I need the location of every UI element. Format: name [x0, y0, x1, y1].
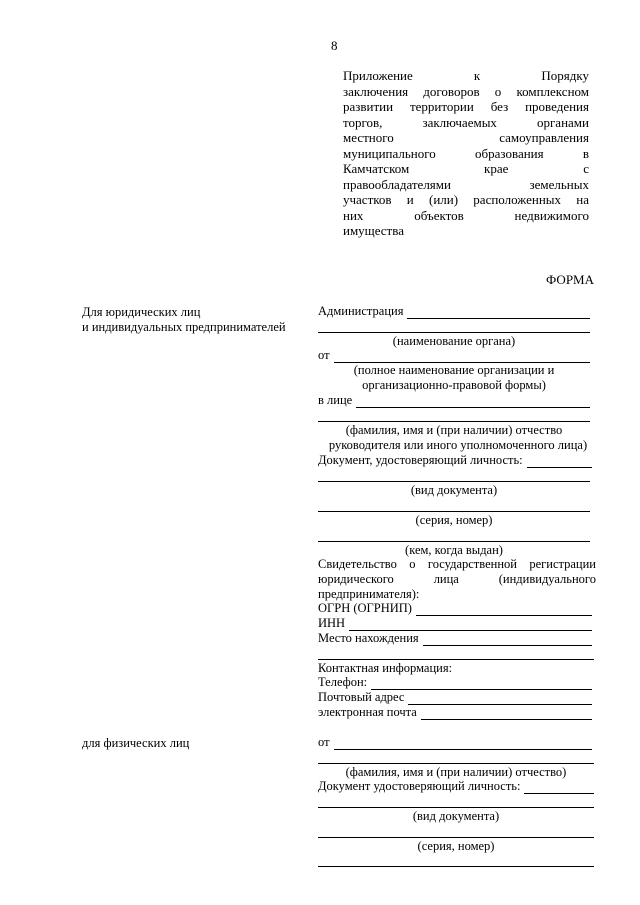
head-caption-1: (фамилия, имя и (при наличии) отчество [345, 423, 563, 437]
name-caption: (фамилия, имя и (при наличии) отчество) [345, 765, 567, 779]
from-label: от [318, 348, 330, 362]
blank-line[interactable] [318, 511, 590, 512]
from-field[interactable] [318, 348, 590, 363]
in-person-field[interactable] [318, 393, 590, 408]
postal-field[interactable] [318, 690, 592, 705]
ogrn-field[interactable] [318, 601, 592, 616]
administration-label: Администрация [318, 304, 404, 318]
email-field[interactable] [318, 705, 592, 720]
blank-line[interactable] [318, 481, 590, 482]
blank-line[interactable] [318, 421, 590, 422]
blank-line[interactable] [318, 837, 594, 838]
appendix-line: правообладателями земельных [343, 176, 589, 192]
series-caption: (серия, номер) [415, 513, 493, 527]
blank-line[interactable] [318, 332, 590, 333]
blank-line[interactable] [318, 763, 594, 764]
email-label: электронная почта [318, 705, 417, 719]
individual-from-field[interactable] [318, 735, 592, 750]
phone-line[interactable] [371, 677, 592, 690]
head-caption-2: руководителя или иного уполномоченного лица) [328, 438, 588, 452]
location-field[interactable] [318, 631, 592, 646]
cert-line-2: юридического лица (индивидуального [318, 572, 596, 586]
individual-from-label: от [318, 735, 330, 749]
appendix-line: имущества [343, 223, 404, 238]
appendix-line: них объектов недвижимого [343, 207, 589, 223]
phone-label: Телефон: [318, 675, 368, 689]
administration-line[interactable] [407, 306, 590, 319]
appendix-line: местного самоуправления [343, 130, 589, 145]
cert-line-3: предпринимателя): [318, 587, 420, 601]
from-line[interactable] [334, 350, 590, 363]
individual-id-doc-label: Документ удостоверяющий личность: [318, 779, 521, 793]
issued-caption: (кем, когда выдан) [405, 543, 503, 557]
ogrn-label: ОГРН (ОГРНИП) [318, 601, 412, 615]
contact-label: Контактная информация: [318, 661, 453, 675]
section-label-legal-2: и индивидуальных предпринимателей [82, 320, 286, 334]
blank-line[interactable] [318, 659, 594, 660]
in-person-line[interactable] [356, 395, 590, 408]
location-label: Место нахождения [318, 631, 419, 645]
form-label: ФОРМА [546, 272, 594, 287]
administration-field[interactable] [318, 304, 590, 319]
id-doc-field[interactable] [318, 453, 592, 468]
ogrn-line[interactable] [416, 603, 592, 616]
page-number: 8 [331, 38, 338, 53]
appendix-line: Приложение к Порядку [343, 68, 589, 83]
id-doc-line[interactable] [527, 455, 592, 468]
appendix-line: муниципального образования в [343, 145, 589, 161]
organ-caption: (наименование органа) [392, 334, 516, 348]
appendix-header [343, 68, 589, 239]
appendix-line: заключения договоров о комплексном [343, 83, 589, 99]
individual-id-doc-line[interactable] [524, 781, 594, 794]
appendix-line: участков и (или) расположенных на [343, 192, 589, 207]
postal-line[interactable] [408, 692, 592, 705]
email-line[interactable] [421, 707, 592, 720]
location-line[interactable] [423, 633, 592, 646]
in-person-label: в лице [318, 393, 353, 407]
blank-line[interactable] [318, 807, 594, 808]
inn-label: ИНН [318, 616, 346, 630]
individual-from-line[interactable] [334, 737, 592, 750]
appendix-line: торгов, заключаемых органами [343, 114, 589, 130]
appendix-line: развитии территории без проведения [343, 99, 589, 114]
blank-line[interactable] [318, 541, 590, 542]
inn-line[interactable] [349, 618, 592, 631]
appendix-line: Камчатском крае с [343, 161, 589, 176]
org-caption-2: организационно-правовой формы) [362, 378, 546, 392]
postal-label: Почтовый адрес [318, 690, 405, 704]
individual-series-caption: (серия, номер) [417, 839, 495, 853]
id-doc-label: Документ, удостоверяющий личность: [318, 453, 523, 467]
cert-line-1: Свидетельство о государственной регистрации [318, 557, 596, 571]
inn-field[interactable] [318, 616, 592, 631]
phone-field[interactable] [318, 675, 592, 690]
individual-id-doc-field[interactable] [318, 779, 594, 794]
blank-line[interactable] [318, 866, 594, 867]
section-label-individual: для физических лиц [82, 736, 190, 750]
doc-type-caption: (вид документа) [410, 483, 498, 497]
section-label-legal: Для юридических лиц [82, 305, 201, 319]
individual-doc-type-caption: (вид документа) [412, 809, 500, 823]
org-caption-1: (полное наименование организации и [353, 363, 555, 377]
